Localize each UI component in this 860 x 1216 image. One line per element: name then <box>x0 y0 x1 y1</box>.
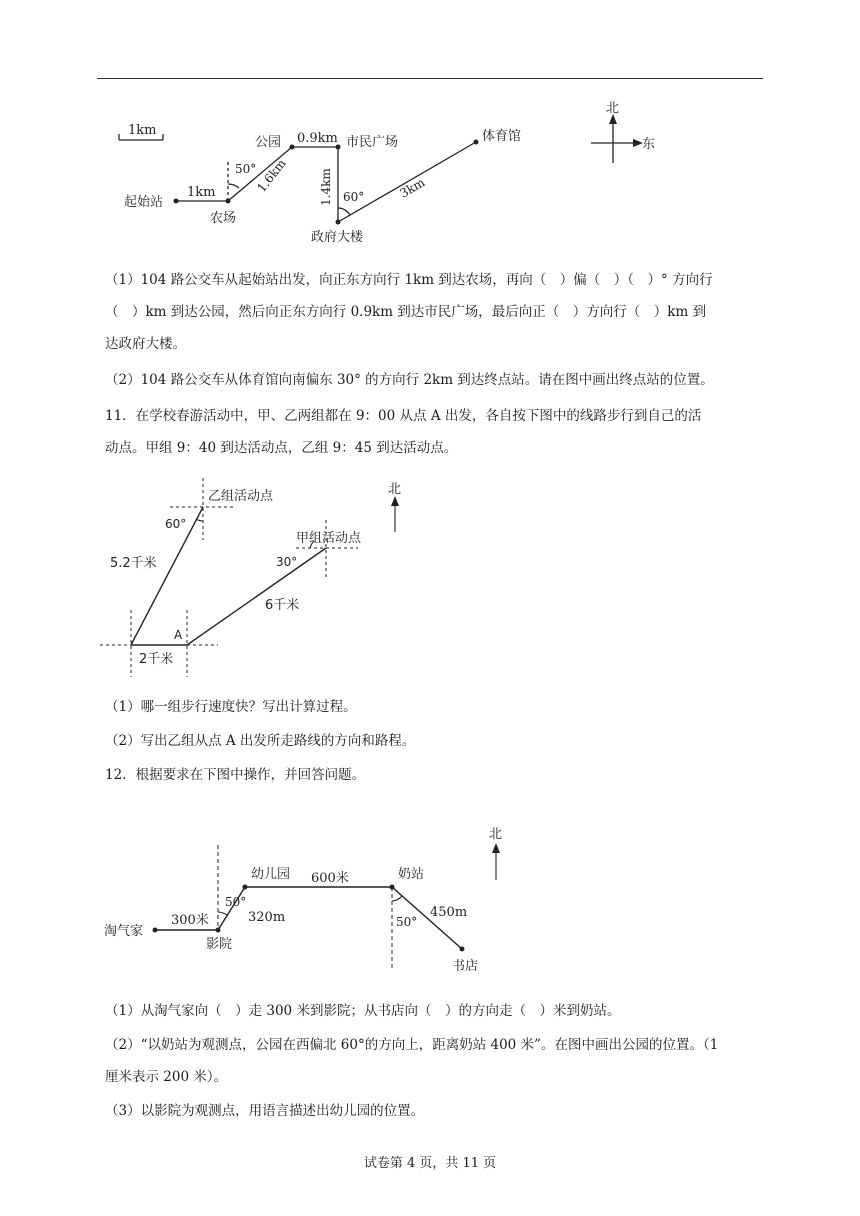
angle-farm: 50° <box>235 162 257 176</box>
q12-sub2-line1: （2）“以奶站为观测点，公园在西偏北 60°的方向上，距离奶站 400 米”。在图中画出公园的位置。（1 <box>105 1037 719 1053</box>
north-label: 北 <box>489 827 503 842</box>
cinema-label: 影院 <box>206 937 233 952</box>
milk-label: 奶站 <box>398 867 425 882</box>
base-distance: 2千米 <box>139 652 174 667</box>
q11-line2: 动点。甲组 9：40 到达活动点，乙组 9：45 到达活动点。 <box>105 440 458 456</box>
page-footer: 试卷第 4 页，共 11 页 <box>363 1156 497 1171</box>
kinder-distance: 320m <box>248 910 286 925</box>
home-distance: 300米 <box>171 913 209 928</box>
milk-angle: 50° <box>396 915 418 929</box>
farm-label: 农场 <box>210 211 237 226</box>
jia-angle: 30° <box>276 555 298 569</box>
milk-distance: 600米 <box>311 871 349 886</box>
yi-angle: 60° <box>165 517 187 531</box>
dist-govt-gym: 3km <box>397 175 428 201</box>
q12-line1: 12．根据要求在下图中操作，并回答问题。 <box>105 767 366 783</box>
plaza-label: 市民广场 <box>346 135 399 150</box>
q11-sub2: （2）写出乙组从点 A 出发所走路线的方向和路程。 <box>105 733 416 749</box>
dist-park-plaza: 0.9km <box>297 131 338 146</box>
jia-distance: 6千米 <box>265 598 300 613</box>
book-distance: 450m <box>430 905 468 920</box>
dist-plaza-govt: 1.4km <box>319 168 333 206</box>
q12-sub1: （1）从淘气家向（ ）走 300 米到影院；从书店向（ ）的方向走（ ）米到奶站。 <box>105 1003 621 1019</box>
dist-farm-park: 1.6km <box>254 156 289 195</box>
q12-sub3: （3）以影院为观测点，用语言描述出幼儿园的位置。 <box>105 1103 425 1119</box>
east-label: 东 <box>642 137 656 152</box>
angle-govt: 60° <box>343 190 365 204</box>
park-label: 公园 <box>255 135 282 150</box>
yi-point-label: 乙组活动点 <box>208 489 274 504</box>
q11-line1: 11．在学校春游活动中，甲、乙两组都在 9：00 从点 A 出发，各自按下图中的线路步行到自己的活 <box>105 408 702 424</box>
book-label: 书店 <box>452 959 479 974</box>
q10-part1-line3: 达政府大楼。 <box>105 336 186 352</box>
gym-label: 体育馆 <box>482 129 522 144</box>
q10-part2: （2）104 路公交车从体育馆向南偏东 30° 的方向行 2km 到达终点站。请在图中画出终点站的位置。 <box>105 372 714 388</box>
q10-part1-line2: （ ）km 到达公园，然后向正东方向行 0.9km 到达市民广场，最后向正（ ）方向行（ ）km 到 <box>105 304 707 320</box>
q11-sub1: （1）哪一组步行速度快？写出计算过程。 <box>105 699 357 715</box>
kinder-label: 幼儿园 <box>251 867 291 882</box>
dist-start-farm: 1km <box>187 185 216 200</box>
scale-label: 1km <box>128 123 157 138</box>
govt-label: 政府大楼 <box>311 230 364 245</box>
q10-part1-line1: （1）104 路公交车从起始站出发，向正东方向行 1km 到达农场，再向（ ）偏（ ）（ ）° 方向行 <box>105 272 713 288</box>
jia-point-label: 甲组活动点 <box>296 531 362 546</box>
north-label: 北 <box>606 101 620 116</box>
cinema-angle: 50° <box>225 895 247 909</box>
point-a-label: A <box>174 628 183 642</box>
home-label: 淘气家 <box>104 924 144 939</box>
yi-distance: 5.2千米 <box>110 556 157 571</box>
q12-sub2-line2: 厘米表示 200 米）。 <box>105 1069 228 1085</box>
north-label: 北 <box>388 482 402 497</box>
start-label: 起始站 <box>124 195 164 210</box>
